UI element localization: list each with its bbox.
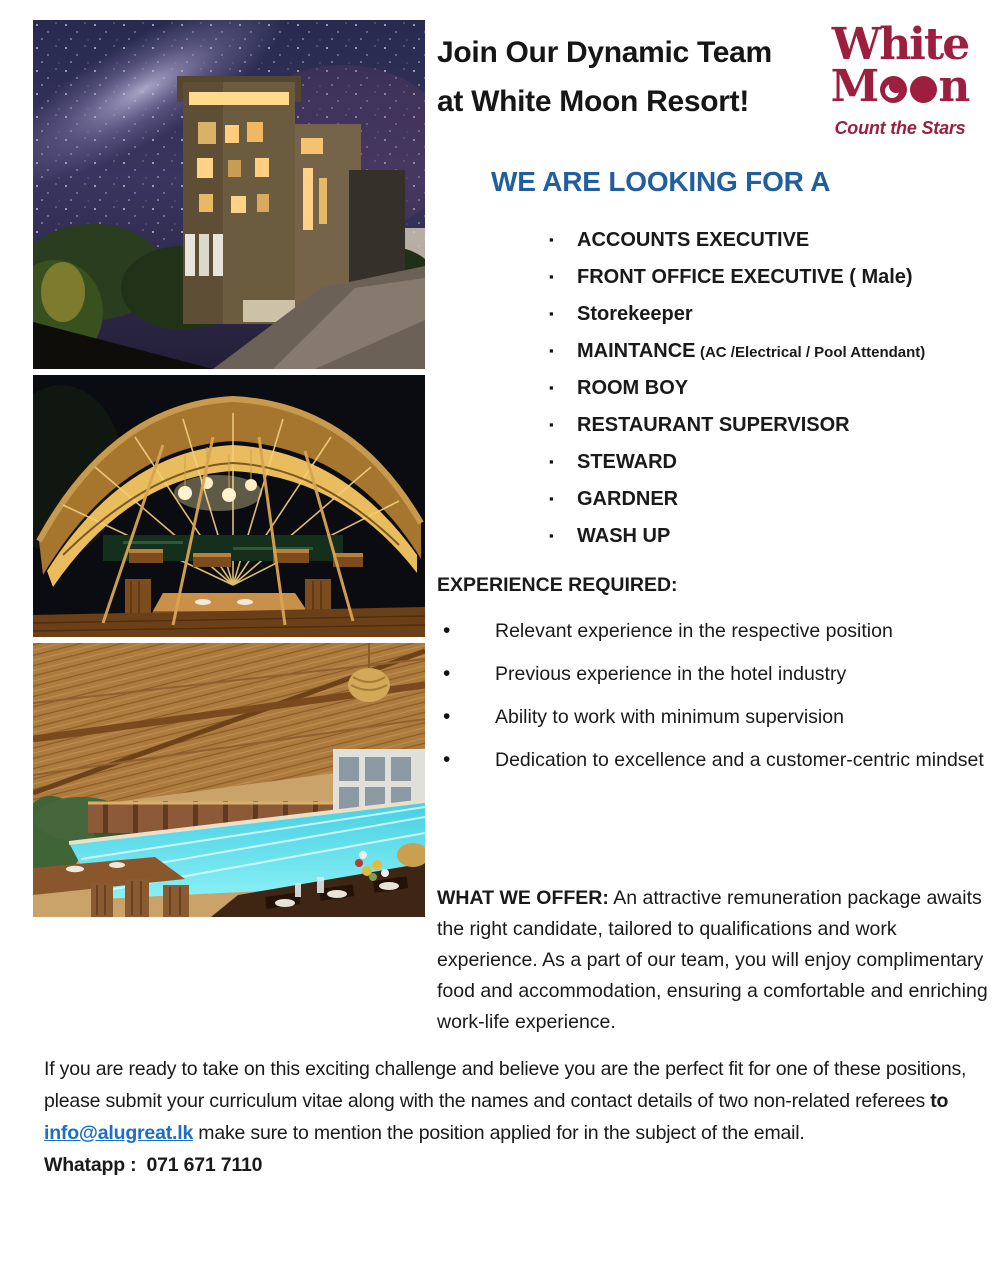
offer-label: WHAT WE OFFER: bbox=[437, 886, 609, 909]
apply-bold: to bbox=[930, 1090, 949, 1112]
position-item: ▪ Storekeeper bbox=[549, 303, 693, 325]
dot-bullet-icon: • bbox=[443, 705, 451, 728]
whatsapp-label: Whatapp : bbox=[44, 1154, 137, 1176]
square-bullet-icon: ▪ bbox=[549, 528, 554, 543]
square-bullet-icon: ▪ bbox=[549, 232, 554, 247]
position-item: ▪ STEWARD bbox=[549, 451, 677, 473]
position-item: ▪ MAINTANCE (AC /Electrical / Pool Attendant) bbox=[549, 340, 926, 362]
section-heading-experience: EXPERIENCE REQUIRED: bbox=[437, 574, 678, 596]
position-item: ▪ ROOM BOY bbox=[549, 377, 689, 399]
square-bullet-icon: ▪ bbox=[549, 417, 554, 432]
square-bullet-icon: ▪ bbox=[549, 380, 554, 395]
square-bullet-icon: ▪ bbox=[549, 343, 554, 358]
headline-line1: Join Our Dynamic Team bbox=[437, 36, 772, 69]
logo-word-moon bbox=[812, 61, 988, 112]
experience-item: • Previous experience in the hotel industry bbox=[443, 659, 988, 689]
position-item: ▪ ACCOUNTS EXECUTIVE bbox=[549, 229, 810, 251]
experience-item: • Ability to work with minimum supervision bbox=[443, 702, 988, 732]
logo-word-white: White bbox=[831, 19, 969, 70]
whatsapp-line bbox=[44, 1149, 986, 1181]
experience-item: • Relevant experience in the respective position bbox=[443, 616, 988, 646]
full-moon-icon bbox=[910, 76, 937, 103]
logo-moon-m: M bbox=[830, 61, 879, 112]
crescent-moon-icon bbox=[880, 76, 907, 103]
experience-item: • Dedication to excellence and a customer-centric mindset bbox=[443, 745, 988, 775]
square-bullet-icon: ▪ bbox=[549, 269, 554, 284]
email-line bbox=[44, 1117, 986, 1149]
email-note: make sure to mention the position applied for in the subject of the email. bbox=[193, 1122, 805, 1144]
positions-list bbox=[549, 228, 957, 561]
headline bbox=[437, 28, 772, 126]
application-footer bbox=[44, 1053, 986, 1181]
position-item: ▪ WASH UP bbox=[549, 525, 671, 547]
photo-pool-dining bbox=[33, 643, 425, 917]
position-item: ▪ GARDNER bbox=[549, 488, 679, 510]
dot-bullet-icon: • bbox=[443, 662, 451, 685]
headline-line2: at White Moon Resort! bbox=[437, 85, 750, 118]
section-heading-looking-for: WE ARE LOOKING FOR A bbox=[491, 166, 831, 197]
resort-building-illustration bbox=[33, 20, 425, 369]
photo-resort-building-night bbox=[33, 20, 425, 369]
offer-paragraph bbox=[437, 883, 989, 1038]
email-link[interactable]: info@alugreat.lk bbox=[44, 1122, 194, 1144]
pool-dining-illustration bbox=[33, 643, 425, 917]
square-bullet-icon: ▪ bbox=[549, 454, 554, 469]
position-item: ▪ RESTAURANT SUPERVISOR bbox=[549, 414, 850, 436]
offer-text: An attractive remuneration package awaits the right candidate, tailored to qualifications and work experience. As a part of our team, you will enjoy complimentary food and accommodation, ensuring a comfortable and enriching work-life experience. bbox=[437, 886, 988, 1033]
dot-bullet-icon: • bbox=[443, 619, 451, 642]
square-bullet-icon: ▪ bbox=[549, 491, 554, 506]
photo-bamboo-restaurant-night bbox=[33, 375, 425, 637]
logo-moon-n: n bbox=[938, 61, 970, 112]
dot-bullet-icon: • bbox=[443, 748, 451, 771]
bamboo-pavilion-illustration bbox=[33, 375, 425, 637]
square-bullet-icon: ▪ bbox=[549, 306, 554, 321]
logo-tagline: Count the Stars bbox=[834, 118, 966, 138]
experience-list bbox=[443, 616, 988, 788]
apply-paragraph: If you are ready to take on this exciting challenge and believe you are the perfect fit for one of these positions, please submit your curriculum vitae along with the names and contact details of two non-related referees to bbox=[44, 1058, 967, 1112]
whatsapp-number: 071 671 7110 bbox=[146, 1154, 263, 1176]
position-item: ▪ FRONT OFFICE EXECUTIVE ( Male) bbox=[549, 266, 913, 288]
white-moon-logo bbox=[812, 19, 988, 139]
